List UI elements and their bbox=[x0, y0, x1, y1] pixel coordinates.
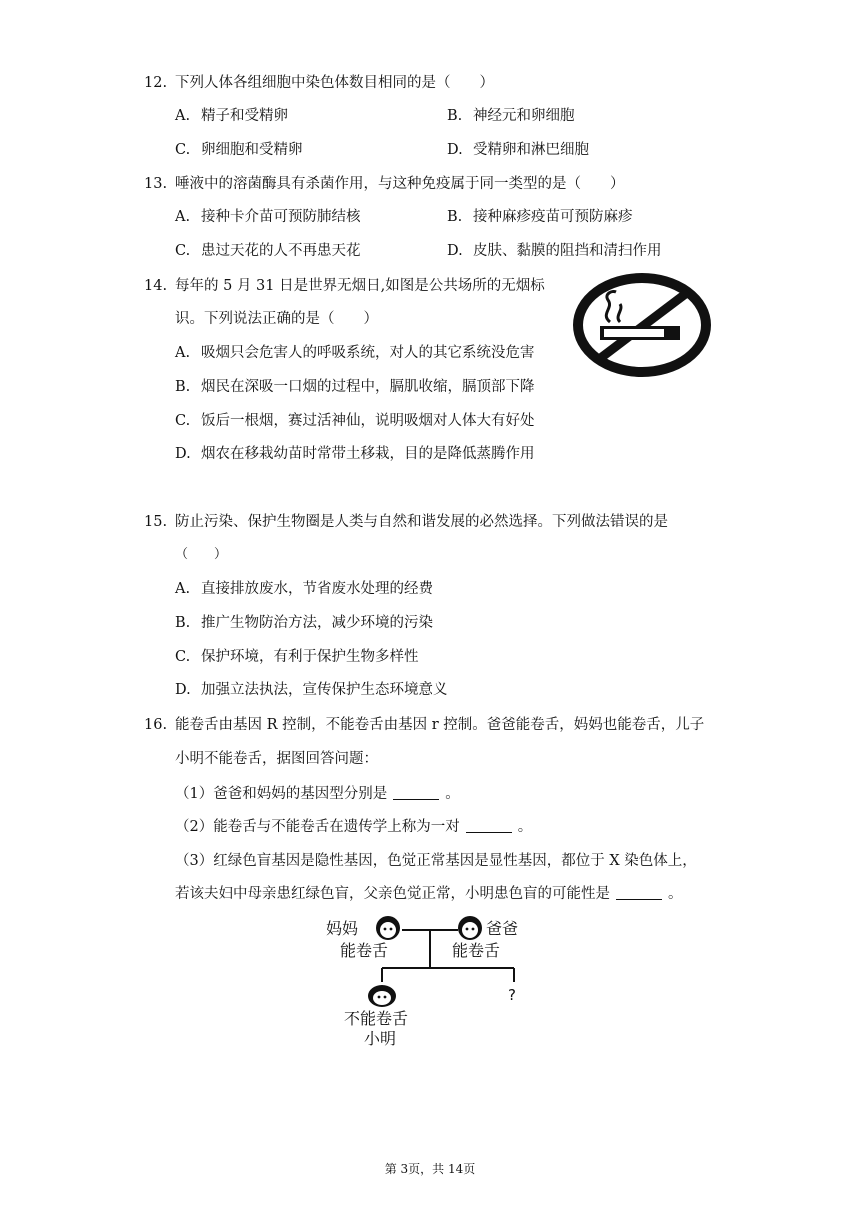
option-a: A. 接种卡介苗可预防肺结核 bbox=[175, 209, 361, 225]
page-footer: 第 3页，共 14页 bbox=[384, 1162, 476, 1176]
pedigree-diagram bbox=[322, 910, 542, 1050]
answer-blank bbox=[393, 785, 439, 800]
question-number: 13. bbox=[144, 176, 168, 192]
option-c: C. 饭后一根烟，赛过活神仙，说明吸烟对人体大有好处 bbox=[175, 413, 535, 429]
father-trait: 能卷舌 bbox=[452, 941, 501, 960]
question-number: 15. bbox=[144, 514, 168, 530]
mother-face-icon bbox=[376, 916, 400, 940]
option-d: D. 受精卵和淋巴细胞 bbox=[447, 142, 589, 158]
answer-blank bbox=[616, 885, 662, 900]
question-number: 14. bbox=[144, 278, 168, 294]
question-text: 唾液中的溶菌酶具有杀菌作用，与这种免疫属于同一类型的是（ ） bbox=[175, 176, 625, 192]
unknown-child: ? bbox=[508, 986, 516, 1004]
question-text-line1: 每年的 5 月 31 日是世界无烟日,如图是公共场所的无烟标 bbox=[175, 278, 545, 294]
father-face-icon bbox=[458, 916, 482, 940]
sub-question-1: （1）爸爸和妈妈的基因型分别是 。 bbox=[175, 786, 460, 802]
question-text-line2: 小明不能卷舌，据图回答问题： bbox=[175, 751, 378, 767]
option-d: D. 皮肤、黏膜的阻挡和清扫作用 bbox=[447, 243, 662, 259]
option-b: B. 神经元和卵细胞 bbox=[447, 108, 575, 124]
question-number: 16. bbox=[144, 717, 168, 733]
option-c: C. 患过天花的人不再患天花 bbox=[175, 243, 361, 259]
child-trait: 不能卷舌 bbox=[344, 1009, 409, 1028]
option-b: B. 接种麻疹疫苗可预防麻疹 bbox=[447, 209, 633, 225]
option-b: B. 推广生物防治方法，减少环境的污染 bbox=[175, 615, 433, 631]
sub-question-2: （2）能卷舌与不能卷舌在遗传学上称为一对 。 bbox=[175, 819, 533, 835]
no-smoking-sign-icon bbox=[570, 270, 716, 380]
option-a: A. 吸烟只会危害人的呼吸系统，对人的其它系统没危害 bbox=[175, 345, 535, 361]
option-c: C. 保护环境，有利于保护生物多样性 bbox=[175, 649, 419, 665]
sub-question-3-line2: 若该夫妇中母亲患红绿色盲，父亲色觉正常，小明患色盲的可能性是 。 bbox=[175, 886, 683, 902]
child-face-icon bbox=[368, 985, 396, 1007]
question-text: 下列人体各组细胞中染色体数目相同的是（ ） bbox=[175, 75, 494, 91]
option-d: D. 烟农在移栽幼苗时常带土移栽，目的是降低蒸腾作用 bbox=[175, 446, 535, 462]
option-a: A. 精子和受精卵 bbox=[175, 108, 288, 124]
option-c: C. 卵细胞和受精卵 bbox=[175, 142, 303, 158]
answer-blank bbox=[466, 818, 512, 833]
question-text-line1: 防止污染、保护生物圈是人类与自然和谐发展的必然选择。下列做法错误的是 bbox=[175, 514, 668, 530]
option-a: A. 直接排放废水，节省废水处理的经费 bbox=[175, 581, 433, 597]
question-text-line2: 识。下列说法正确的是（ ） bbox=[175, 311, 378, 327]
child-name: 小明 bbox=[364, 1029, 397, 1048]
sub-question-3-line1: （3）红绿色盲基因是隐性基因，色觉正常基因是显性基因，都位于 X 染色体上， bbox=[175, 853, 697, 869]
father-label: 爸爸 bbox=[486, 919, 519, 938]
question-text-line2: （ ） bbox=[175, 547, 228, 562]
mother-trait: 能卷舌 bbox=[340, 941, 389, 960]
option-d: D. 加强立法执法，宣传保护生态环境意义 bbox=[175, 682, 448, 698]
mother-label: 妈妈 bbox=[326, 919, 359, 938]
option-b: B. 烟民在深吸一口烟的过程中，膈肌收缩，膈顶部下降 bbox=[175, 379, 535, 395]
question-text-line1: 能卷舌由基因 R 控制，不能卷舌由基因 r 控制。爸爸能卷舌，妈妈也能卷舌，儿子 bbox=[175, 717, 705, 733]
question-number: 12. bbox=[144, 75, 168, 91]
